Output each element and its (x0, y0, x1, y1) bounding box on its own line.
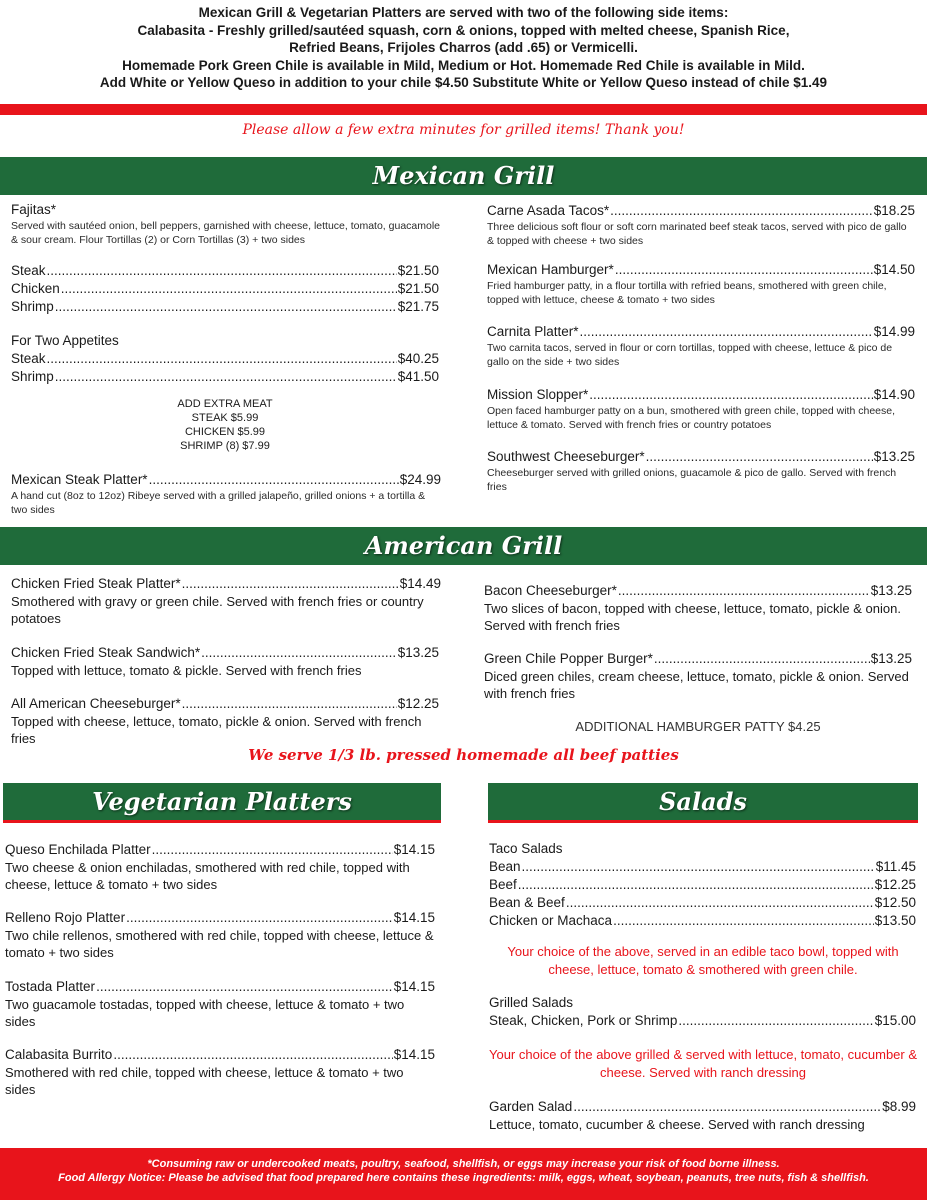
item-price: $12.50 (874, 895, 916, 910)
item-name: Mexican Hamburger* (487, 262, 614, 277)
extra-meat-item: SHRIMP (8) $7.99 (180, 440, 270, 452)
item-name: Carnita Platter* (487, 324, 579, 339)
item-name: Chicken Fried Steak Platter* (11, 576, 181, 591)
vegetarian-item (5, 1046, 435, 1098)
item-price: $12.25 (397, 696, 439, 711)
menu-item-line (5, 978, 435, 996)
extra-patty: ADDITIONAL HAMBURGER PATTY $4.25 (575, 719, 821, 734)
item-desc: Three delicious soft flour or soft corn marinated beef steak tacos, served with pico de gallo & topped with cheese + two sides (487, 221, 907, 247)
item-desc: Topped with cheese, lettuce, tomato, pickle & onion. Served with french fries (11, 714, 422, 746)
item-name: Steak (11, 263, 46, 278)
vegetarian-header: Vegetarian Platters (3, 783, 441, 823)
menu-item-line (489, 912, 916, 930)
grilled-salads (489, 994, 916, 1030)
item-name: Bean (489, 859, 521, 874)
for-two-label: For Two Appetites (11, 333, 119, 348)
vegetarian-item (5, 909, 435, 961)
item-price: $13.50 (874, 913, 916, 928)
grill-notice: Please allow a few extra minutes for grilled items! Thank you! (242, 122, 685, 138)
item-name: Shrimp (11, 299, 54, 314)
raw-food-warning: *Consuming raw or undercooked meats, poultry, seafood, shellfish, or eggs may increase your risk of food borne illness. (147, 1158, 780, 1170)
patty-note: We serve 1/3 lb. pressed homemade all beef patties (248, 746, 679, 764)
item-name: Beef (489, 877, 517, 892)
item-desc: Diced green chiles, cream cheese, lettuce, tomato, pickle & onion. Served with french fries (484, 669, 909, 701)
mexican-item (487, 448, 915, 494)
fajitas-name: Fajitas* (11, 202, 57, 217)
item-name: Chicken or Machaca (489, 913, 613, 928)
menu-item-line (11, 280, 439, 298)
item-price: $14.15 (393, 1047, 435, 1062)
mexican-item (487, 202, 915, 248)
menu-item-line (489, 858, 916, 876)
item-price: $41.50 (397, 369, 439, 384)
item-desc: Open faced hamburger patty on a bun, smothered with green chile, topped with cheese, lettuce & tomato. Served with french fries or country potatoes (487, 405, 896, 431)
american-item (11, 695, 439, 747)
menu-item-line (11, 298, 439, 316)
menu-item-line (489, 876, 916, 894)
mexican-item (487, 323, 915, 369)
american-item (484, 650, 912, 702)
item-price: $14.99 (873, 324, 915, 339)
item-price: $14.15 (393, 979, 435, 994)
extra-meat-item: CHICKEN $5.99 (184, 426, 266, 438)
item-desc: Smothered with gravy or green chile. Served with french fries or country potatoes (11, 594, 424, 626)
item-name: Southwest Cheeseburger* (487, 449, 645, 464)
american-item (11, 575, 441, 627)
item-name: Garden Salad (489, 1099, 573, 1114)
item-desc: Cheeseburger served with grilled onions, guacamole & pico de gallo. Served with french fries (487, 467, 897, 493)
item-desc: Lettuce, tomato, cucumber & cheese. Served with ranch dressing (489, 1117, 865, 1132)
item-name: Queso Enchilada Platter (5, 842, 151, 857)
menu-item-line (487, 386, 915, 404)
item-price: $13.25 (870, 651, 912, 666)
item-desc: Smothered with red chile, topped with cheese, lettuce & tomato + two sides (5, 1065, 404, 1097)
menu-item-line (11, 350, 439, 368)
mexican-grill-header: Mexican Grill (0, 157, 927, 195)
menu-item-line (11, 471, 441, 489)
menu-item-line (11, 575, 441, 593)
menu-item-line (5, 1046, 435, 1064)
menu-item-line (5, 841, 435, 859)
item-name: Relleno Rojo Platter (5, 910, 126, 925)
allergy-notice: Food Allergy Notice: Please be advised that food prepared here contains these ingredients: milk, eggs, wheat, soybean, peanuts, tree nuts, fish & shellfish. (58, 1172, 869, 1184)
menu-item-line (487, 202, 915, 220)
item-name: Mexican Steak Platter* (11, 472, 148, 487)
side-items-notes (0, 4, 927, 92)
fajitas-section (11, 201, 441, 247)
item-name: Tostada Platter (5, 979, 96, 994)
item-name: Shrimp (11, 369, 54, 384)
item-price: $13.25 (873, 449, 915, 464)
item-desc: Two chile rellenos, smothered with red chile, topped with cheese, lettuce & tomato + two sides (5, 928, 434, 960)
item-desc: Two slices of bacon, topped with cheese, lettuce, tomato, pickle & onion. Served with french fries (484, 601, 901, 633)
notes-line: Calabasita - Freshly grilled/sautéed squash, corn & onions, topped with melted cheese, Spanish Rice, (137, 22, 790, 38)
menu-item-line (11, 644, 439, 662)
item-price: $8.99 (882, 1099, 916, 1114)
menu-item-line (11, 695, 439, 713)
item-price: $15.00 (874, 1013, 916, 1028)
mexican-item (487, 261, 915, 307)
vegetarian-item (5, 841, 435, 893)
item-price: $14.90 (873, 387, 915, 402)
fajitas-options (11, 262, 439, 316)
fajitas-desc: Served with sautéed onion, bell peppers, garnished with cheese, lettuce, tomato, guacamole & sour cream. Flour Tortillas (2) or Corn Tortillas (3) + two sides (11, 220, 441, 246)
taco-salads-label: Taco Salads (489, 841, 563, 856)
item-desc: Topped with lettuce, tomato & pickle. Served with french fries (11, 663, 362, 678)
item-price: $14.15 (393, 910, 435, 925)
item-price: $14.49 (399, 576, 441, 591)
notes-line: Homemade Pork Green Chile is available in Mild, Medium or Hot. Homemade Red Chile is available in Mild. (122, 57, 805, 73)
menu-item-line (489, 1098, 916, 1116)
item-price: $14.15 (393, 842, 435, 857)
item-name: Steak, Chicken, Pork or Shrimp (489, 1013, 678, 1028)
item-desc: Two cheese & onion enchiladas, smothered with red chile, topped with cheese, lettuce & tomato + two sides (5, 860, 410, 892)
item-desc: Fried hamburger patty, in a flour tortilla with refried beans, smothered with green chile, topped with lettuce, cheese & tomato + two sides (487, 280, 887, 306)
menu-item-line (484, 582, 912, 600)
item-price: $21.75 (397, 299, 439, 314)
extra-meat-title: ADD EXTRA MEAT (177, 398, 273, 410)
menu-item-line (487, 323, 915, 341)
menu-item-line (489, 894, 916, 912)
notes-line: Add White or Yellow Queso in addition to your chile $4.50 Substitute White or Yellow Queso instead of chile $1.49 (99, 75, 828, 90)
item-name: Chicken Fried Steak Sandwich* (11, 645, 201, 660)
notes-line: Mexican Grill & Vegetarian Platters are served with two of the following side items: (198, 5, 729, 20)
item-name: Bacon Cheeseburger* (484, 583, 617, 598)
taco-salads (489, 840, 916, 930)
salads-header: Salads (488, 783, 918, 823)
item-price: $18.25 (873, 203, 915, 218)
item-desc: Two carnita tacos, served in flour or corn tortillas, topped with cheese, lettuce & pico de gallo on the side + two sides (487, 342, 893, 368)
menu-item-line (489, 1012, 916, 1030)
item-name: All American Cheeseburger* (11, 696, 181, 711)
item-desc: Two guacamole tostadas, topped with cheese, lettuce & tomato + two sides (5, 997, 405, 1029)
item-name: Mission Slopper* (487, 387, 589, 402)
item-name: Chicken (11, 281, 60, 296)
grilled-salads-label: Grilled Salads (489, 995, 574, 1010)
menu-item-line (11, 262, 439, 280)
american-item (484, 582, 912, 634)
item-name: Bean & Beef (489, 895, 565, 910)
menu-item-line (487, 448, 915, 466)
item-price: $24.99 (399, 472, 441, 487)
extra-meat (110, 397, 340, 453)
item-desc: A hand cut (8oz to 12oz) Ribeye served with a grilled jalapeño, grilled onions + a tortilla & two sides (11, 490, 426, 516)
item-price: $21.50 (397, 281, 439, 296)
american-grill-header: American Grill (0, 527, 927, 565)
notes-line: Refried Beans, Frijoles Charros (add .65) or Vermicelli. (289, 40, 638, 55)
item-name: Green Chile Popper Burger* (484, 651, 653, 666)
taco-salad-note: Your choice of the above, served in an edible taco bowl, topped with cheese, lettuce, tomato & smothered with green chile. (507, 944, 899, 977)
grilled-salad-note: Your choice of the above grilled & served with lettuce, tomato, cucumber & cheese. Served with ranch dressing (488, 1047, 918, 1080)
item-price: $12.25 (874, 877, 916, 892)
item-price: $11.45 (875, 859, 916, 874)
menu-item-line (484, 650, 912, 668)
steak-platter (11, 471, 441, 517)
garden-salad (489, 1098, 916, 1133)
menu-item-line (487, 261, 915, 279)
item-price: $14.50 (873, 262, 915, 277)
menu-item-line (11, 368, 439, 386)
menu-item-line (5, 909, 435, 927)
item-name: Calabasita Burrito (5, 1047, 113, 1062)
extra-meat-item: STEAK $5.99 (191, 412, 259, 424)
item-price: $13.25 (870, 583, 912, 598)
mexican-item (487, 386, 915, 432)
fajitas-for-two (11, 332, 439, 386)
red-divider (0, 104, 927, 115)
item-price: $40.25 (397, 351, 439, 366)
item-price: $21.50 (397, 263, 439, 278)
american-item (11, 644, 439, 679)
item-name: Steak (11, 351, 46, 366)
vegetarian-item (5, 978, 435, 1030)
item-name: Carne Asada Tacos* (487, 203, 610, 218)
item-price: $13.25 (397, 645, 439, 660)
allergy-footer (0, 1148, 927, 1200)
